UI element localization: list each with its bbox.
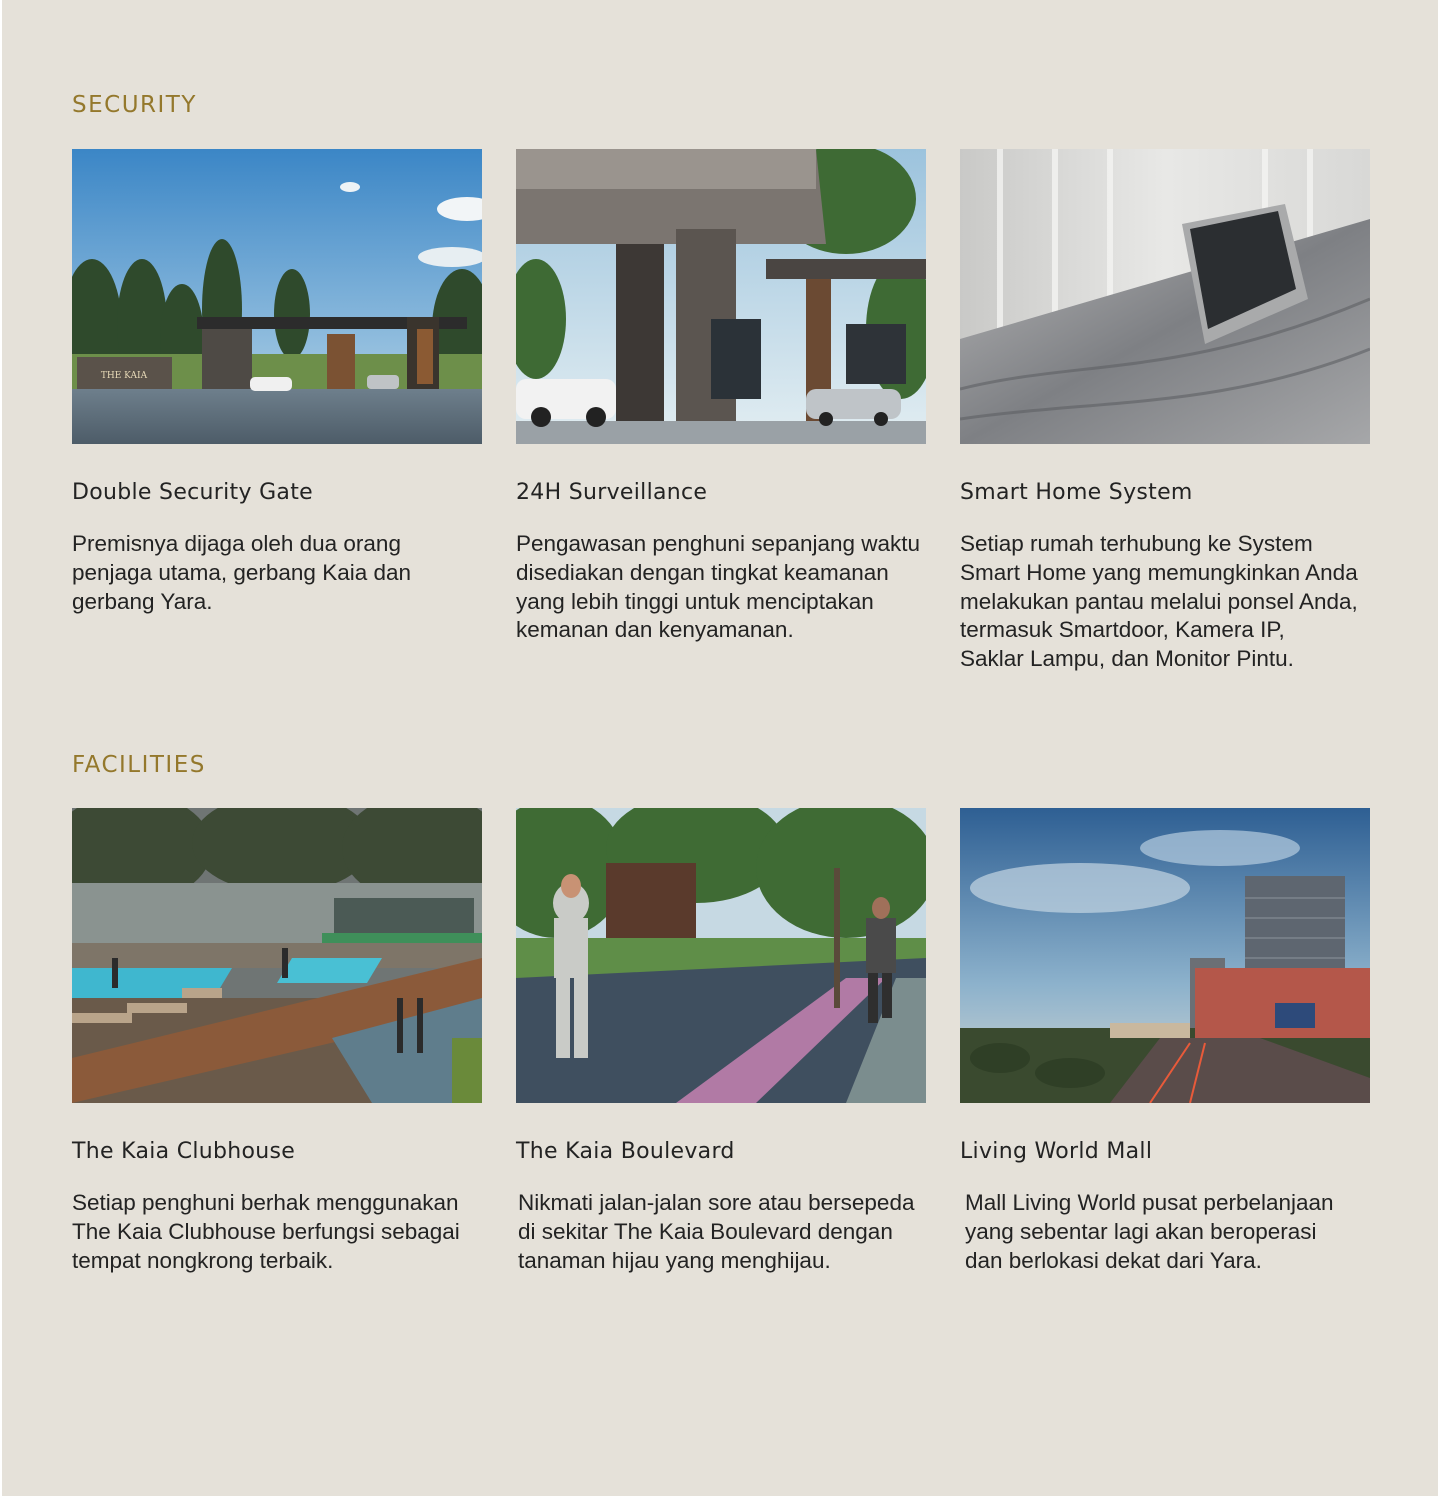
the-kaia-clubhouse-description: Setiap penghuni berhak menggunakan The Kaia Clubhouse berfungsi sebagai tempat nongkrong terbaik. <box>72 1190 460 1273</box>
24h-surveillance-photo <box>516 149 926 444</box>
24h-surveillance-title: 24H Surveillance <box>516 480 708 505</box>
card-smart-home-system <box>960 149 1370 672</box>
smart-home-system-description: Setiap rumah terhubung ke System Smart Home yang memungkinkan Anda melakukan pantau melalui ponsel Anda, termasuk Smartdoor, Kamera IP, Saklar Lampu, dan Monitor Pintu. <box>960 531 1358 672</box>
card-24h-surveillance <box>516 149 926 643</box>
section-title-security: SECURITY <box>72 92 197 118</box>
the-kaia-boulevard-title: The Kaia Boulevard <box>516 1139 735 1164</box>
the-kaia-clubhouse-title: The Kaia Clubhouse <box>72 1139 296 1164</box>
double-security-gate-title: Double Security Gate <box>72 480 313 505</box>
double-security-gate-description: Premisnya dijaga oleh dua orang penjaga utama, gerbang Kaia dan gerbang Yara. <box>72 531 412 614</box>
card-double-security-gate <box>72 149 482 614</box>
card-living-world-mall <box>960 808 1370 1273</box>
double-security-gate-photo <box>72 149 482 444</box>
the-kaia-sign-text: THE KAIA <box>100 371 148 381</box>
24h-surveillance-description: Pengawasan penghuni sepanjang waktu disediakan dengan tingkat keamanan yang lebih tinggi untuk menciptakan kemanan dan kenyamanan. <box>516 531 921 643</box>
smart-home-system-title: Smart Home System <box>960 480 1193 505</box>
section-title-facilities: FACILITIES <box>72 752 206 778</box>
living-world-mall-description: Mall Living World pusat perbelanjaan yang sebentar lagi akan beroperasi dan berlokasi dekat dari Yara. <box>965 1190 1334 1273</box>
smart-home-system-photo <box>960 149 1370 444</box>
card-the-kaia-clubhouse <box>72 808 482 1273</box>
the-kaia-boulevard-photo <box>516 808 926 1103</box>
living-world-mall-photo <box>960 808 1370 1103</box>
page <box>2 0 1438 1496</box>
the-kaia-boulevard-description: Nikmati jalan-jalan sore atau bersepeda di sekitar The Kaia Boulevard dengan tanaman hijau yang menghijau. <box>518 1190 915 1273</box>
the-kaia-clubhouse-photo <box>72 808 482 1103</box>
card-the-kaia-boulevard <box>516 808 926 1273</box>
living-world-mall-title: Living World Mall <box>960 1139 1153 1164</box>
